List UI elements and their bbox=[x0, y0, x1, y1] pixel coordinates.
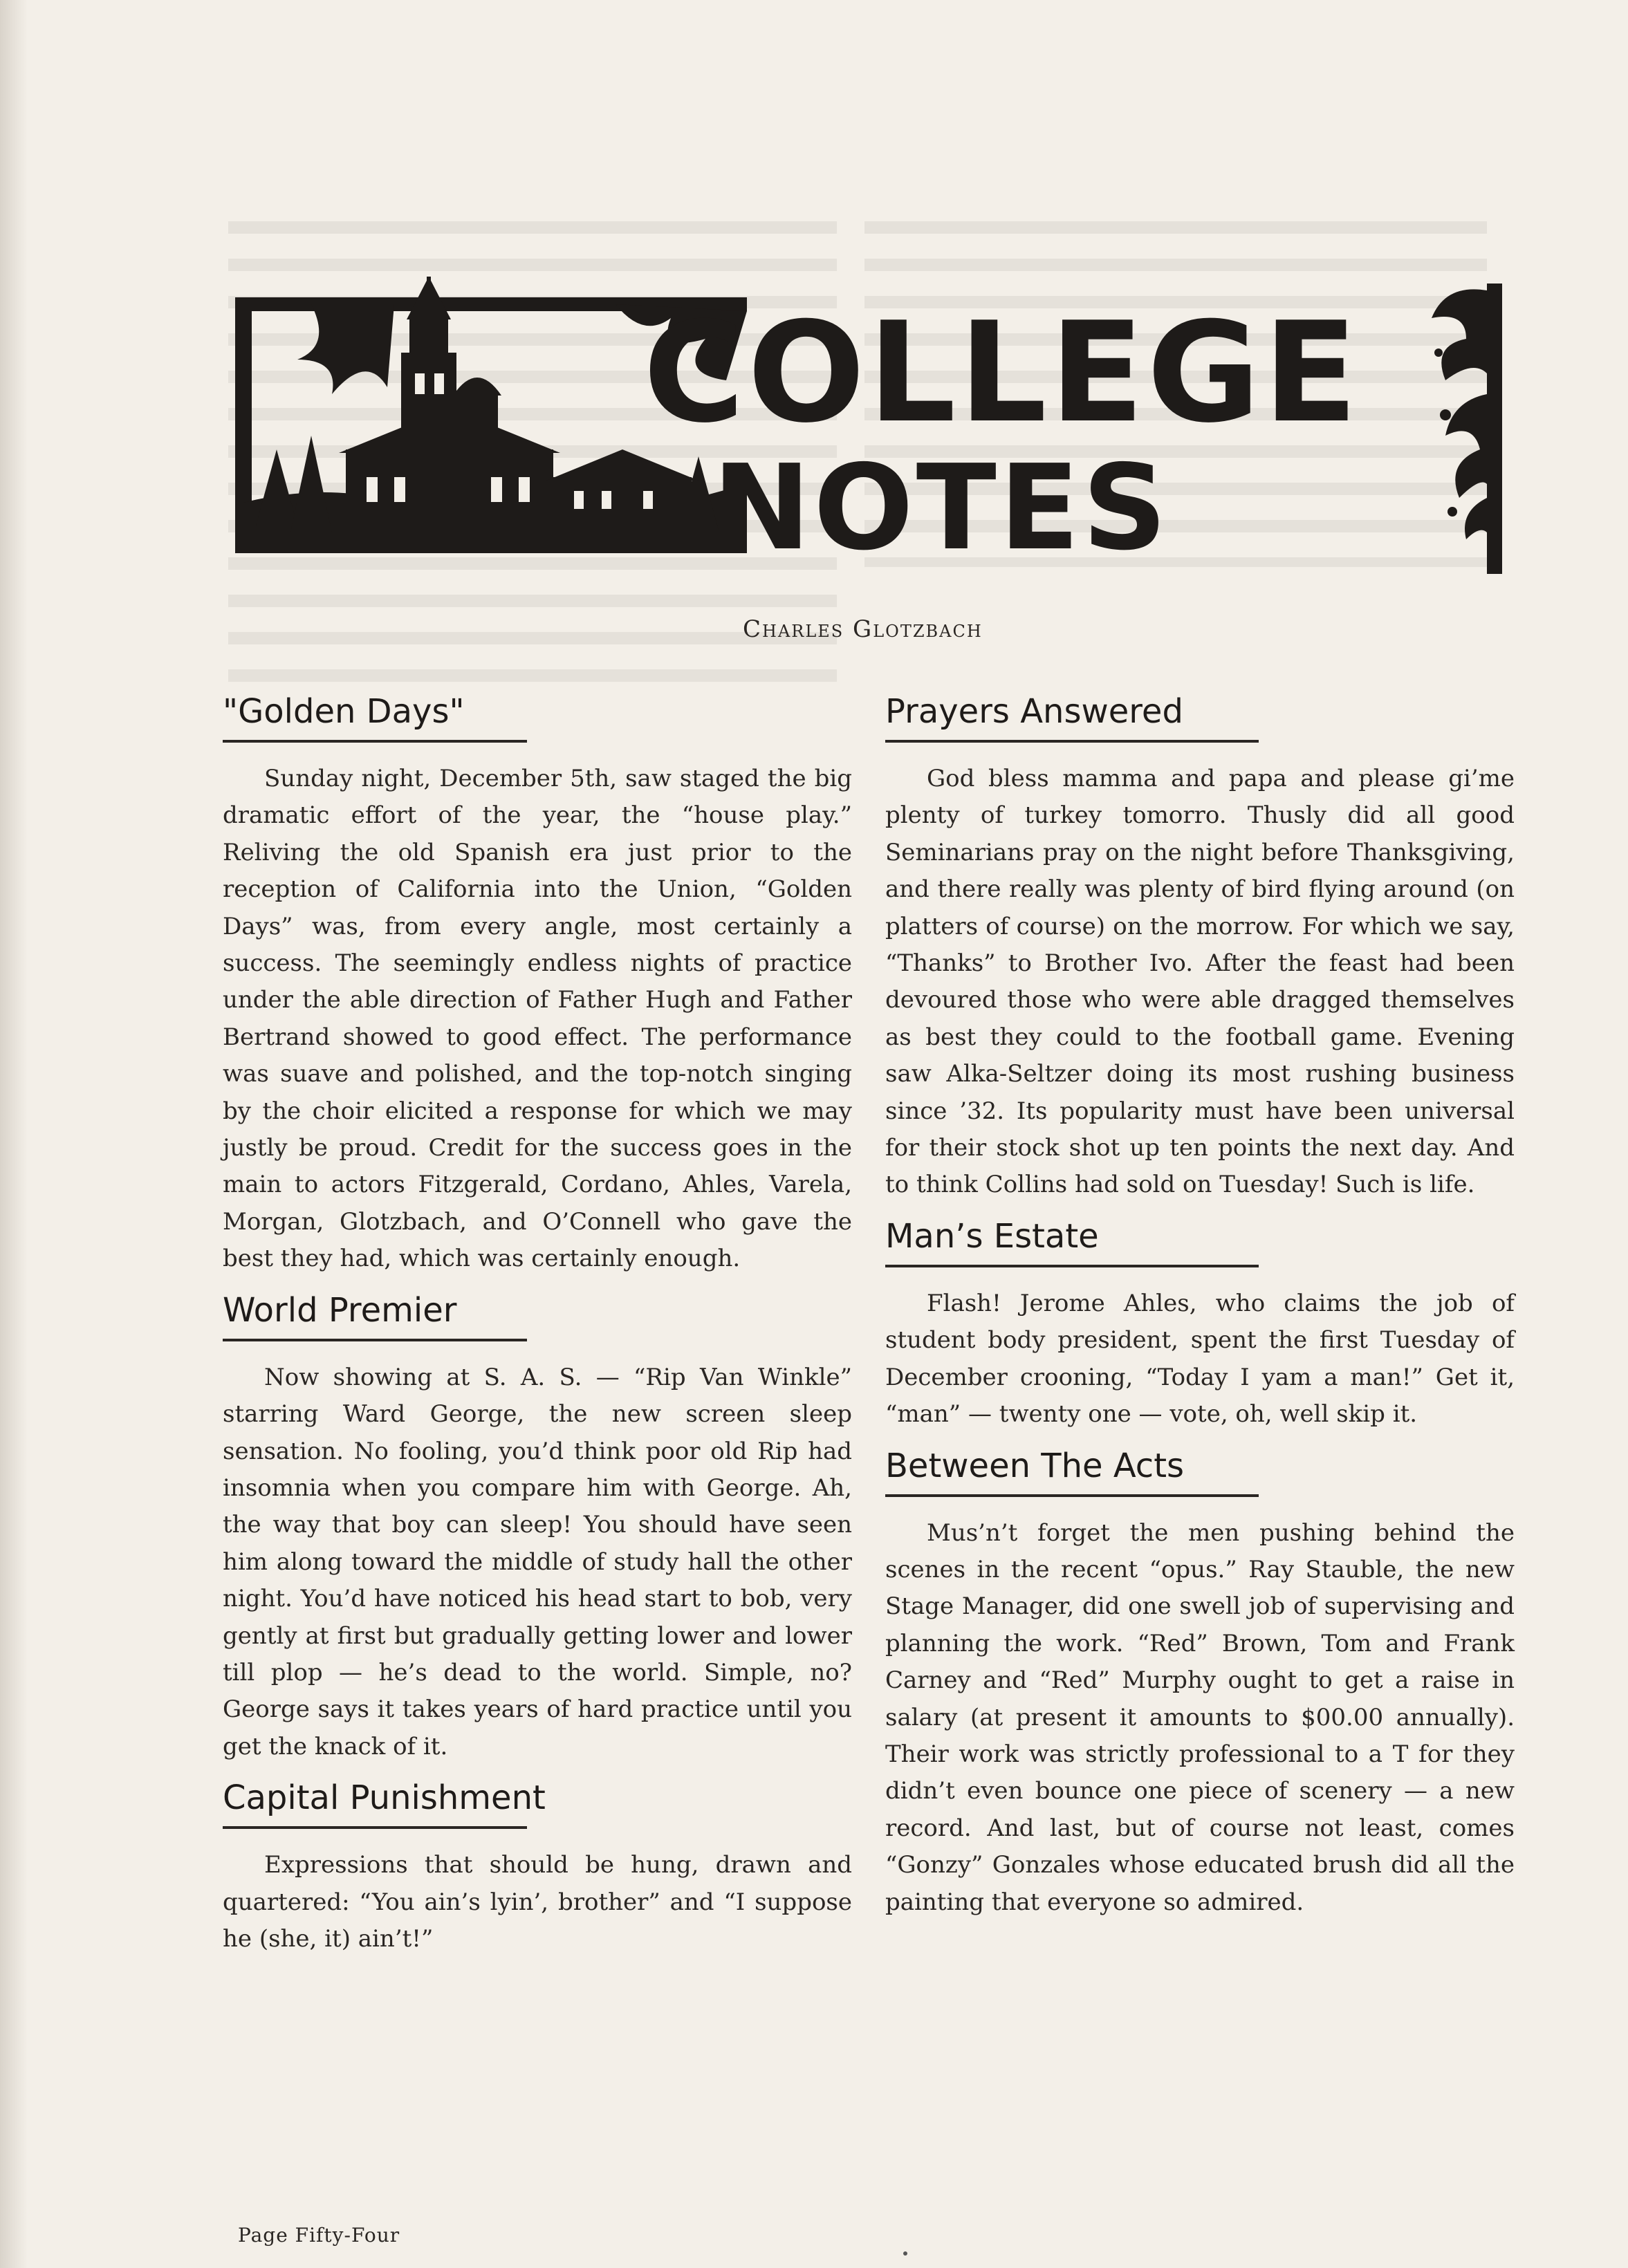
masthead-title-line-2: NOTES bbox=[712, 440, 1170, 577]
article-text: Now showing at S. A. S. — “Rip Van Winkle” starring Ward George, the new screen sleep sensation. No fooling, you’d think poor old Rip had insomnia when you compare him with George. Ah, the way that boy can sleep! You should have seen him along toward the middle of study hall the other night. You’d have noticed his head start to bob, very gently at first but gradually getting lower and lower till plop — he’s dead to the world. Simple, no? George says it takes years of hard practice until you get the knack of it. bbox=[223, 1363, 852, 1760]
article-prayers-answered bbox=[885, 691, 1515, 1204]
heading-rule bbox=[223, 1339, 527, 1341]
byline: Charles Glotzbach bbox=[743, 615, 983, 643]
heading-rule bbox=[223, 1826, 527, 1829]
section-heading: Between The Acts bbox=[885, 1446, 1185, 1485]
vine-foliage-illustration bbox=[1432, 284, 1502, 574]
page-number: Page Fifty-Four bbox=[238, 2224, 400, 2247]
article-text: Mus’n’t forget the men pushing behind the scenes in the recent “opus.” Ray Stauble, the new Stage Manager, did one swell job of supervising and planning the work. “Red” Brown, Tom and Frank Carney and “Red” Murphy ought to get a raise in salary (at present it amounts to $00.00 annually). Their work was strictly professional to a T for they didn’t even bounce one piece of scenery — a new record. And last, but of course not least, comes “Gonzy” Gonzales whose educated brush did all the painting that everyone so admired. bbox=[885, 1518, 1515, 1916]
article-mans-estate bbox=[885, 1216, 1515, 1433]
article-text: Expressions that should be hung, drawn and quartered: “You ain’s lyin’, brother” and “I suppose he (she, it) ain’t!” bbox=[223, 1851, 852, 1953]
section-heading: Capital Punishment bbox=[223, 1778, 546, 1818]
heading-rule bbox=[223, 740, 527, 743]
article-text: Sunday night, December 5th, saw staged the big dramatic effort of the year, the “house play.” Reliving the old Spanish era just prior to the reception of California into the Union, “Golden Days” was, from every angle, most certainly a success. The seemingly endless nights of practice under the able direction of Father Hugh and Father Bertrand showed to good effect. The performance was suave and polished, and the top-notch singing by the choir elicited a response for which we may justly be proud. Credit for the success goes in the main to actors Fitzgerald, Cordano, Ahles, Varela, Morgan, Glotzbach, and O’Connell who gave the best they had, which was certainly enough. bbox=[223, 765, 852, 1273]
article-text: Flash! Jerome Ahles, who claims the job of student body president, spent the first Tuesday of December crooning, “Today I yam a man!” Get it, “man” — twenty one — vote, oh, well skip it. bbox=[885, 1289, 1515, 1429]
heading-rule bbox=[885, 1494, 1259, 1497]
print-speck bbox=[903, 2251, 907, 2256]
page-edge-shadow bbox=[0, 0, 28, 2268]
right-column bbox=[885, 691, 1515, 1933]
article-golden-days bbox=[223, 691, 852, 1278]
article-capital-punishment bbox=[223, 1778, 852, 1958]
heading-rule bbox=[885, 1265, 1259, 1267]
masthead-title-line-1: COLLEGE bbox=[643, 292, 1361, 454]
section-heading: "Golden Days" bbox=[223, 692, 465, 731]
section-heading: Man’s Estate bbox=[885, 1216, 1099, 1256]
article-text: God bless mamma and papa and please gi’me plenty of turkey tomorro. Thusly did all good Seminarians pray on the night before Thanksgiving, and there really was plenty of bird flying around (on platters of course) on the morrow. For which we say, “Thanks” to Brother Ivo. After the feast had been devoured those who were able dragged themselves as best they could to the football game. Evening saw Alka-Seltzer doing its most rushing business since ’32. Its popularity must have been universal for their stock shot up ten points the next day. And to think Collins had sold on Tuesday! Such is life. bbox=[885, 765, 1515, 1199]
heading-rule bbox=[885, 740, 1259, 743]
article-between-the-acts bbox=[885, 1446, 1515, 1921]
section-heading: Prayers Answered bbox=[885, 692, 1183, 731]
section-heading: World Premier bbox=[223, 1290, 457, 1330]
article-world-premier bbox=[223, 1290, 852, 1765]
left-column bbox=[223, 691, 852, 1970]
masthead bbox=[228, 277, 1515, 577]
